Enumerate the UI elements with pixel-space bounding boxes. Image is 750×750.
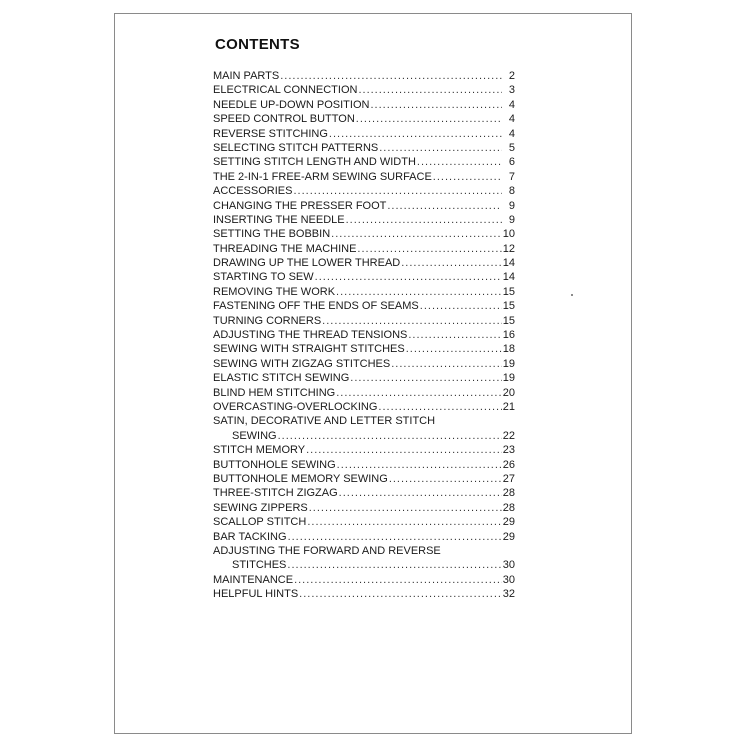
toc-entry[interactable] bbox=[213, 587, 515, 601]
dot-leader bbox=[278, 429, 502, 443]
toc-entry-page: 23 bbox=[502, 444, 515, 457]
dot-leader bbox=[357, 242, 501, 256]
toc-entry-page: 9 bbox=[508, 199, 515, 212]
toc-entry[interactable] bbox=[213, 443, 515, 457]
toc-entry-label: SCALLOP STITCH bbox=[213, 516, 307, 529]
scan-speck bbox=[571, 294, 573, 296]
toc-entry-page: 30 bbox=[502, 573, 515, 586]
toc-entry-page: 10 bbox=[502, 228, 515, 241]
toc-entry-label: REMOVING THE WORK bbox=[213, 285, 336, 298]
toc-entry[interactable] bbox=[213, 371, 515, 385]
dot-leader bbox=[307, 515, 501, 529]
toc-entry-label: SEWING ZIPPERS bbox=[213, 501, 308, 514]
toc-entry[interactable] bbox=[213, 83, 515, 97]
toc-entry-label: FASTENING OFF THE ENDS OF SEAMS bbox=[213, 300, 419, 313]
toc-entry-label: REVERSE STITCHING bbox=[213, 127, 328, 140]
toc-entry-label: ADJUSTING THE FORWARD AND REVERSE bbox=[213, 544, 441, 557]
toc-entry-page: 4 bbox=[508, 113, 515, 126]
dot-leader bbox=[336, 285, 502, 299]
dot-leader bbox=[288, 530, 502, 544]
toc-entry-label: ELASTIC STITCH SEWING bbox=[213, 372, 350, 385]
toc-entry-page: 14 bbox=[502, 257, 515, 270]
toc-entry[interactable] bbox=[213, 299, 515, 313]
toc-entry-label: BAR TACKING bbox=[213, 530, 287, 543]
toc-entry-page: 15 bbox=[502, 285, 515, 298]
toc-entry[interactable] bbox=[213, 285, 515, 299]
dot-leader bbox=[329, 127, 502, 141]
dot-leader bbox=[315, 270, 502, 284]
toc-entry-heading[interactable] bbox=[213, 544, 515, 558]
dot-leader bbox=[306, 443, 502, 457]
toc-entry[interactable] bbox=[213, 314, 515, 328]
dot-leader bbox=[389, 472, 502, 486]
dot-leader bbox=[401, 256, 502, 270]
dot-leader bbox=[356, 112, 502, 126]
toc-entry-page: 20 bbox=[502, 386, 515, 399]
toc-entry[interactable] bbox=[213, 256, 515, 270]
dot-leader bbox=[358, 83, 502, 97]
toc-entry[interactable] bbox=[213, 386, 515, 400]
toc-entry[interactable] bbox=[213, 69, 515, 83]
toc-entry[interactable] bbox=[213, 573, 515, 587]
toc-entry-page: 6 bbox=[508, 156, 515, 169]
toc-entry-label: THE 2-IN-1 FREE-ARM SEWING SURFACE bbox=[213, 170, 432, 183]
dot-leader bbox=[331, 227, 502, 241]
toc-entry-label: SEWING WITH STRAIGHT STITCHES bbox=[213, 343, 405, 356]
toc-entry-page: 27 bbox=[502, 472, 515, 485]
toc-entry-label: MAINTENANCE bbox=[213, 573, 294, 586]
toc-entry[interactable] bbox=[213, 270, 515, 284]
toc-entry[interactable] bbox=[213, 501, 515, 515]
dot-leader bbox=[337, 458, 502, 472]
toc-entry[interactable] bbox=[213, 98, 515, 112]
page-title: CONTENTS bbox=[215, 36, 300, 53]
toc-entry[interactable] bbox=[213, 328, 515, 342]
toc-entry-page: 15 bbox=[502, 300, 515, 313]
toc-entry-label: SETTING STITCH LENGTH AND WIDTH bbox=[213, 156, 416, 169]
toc-entry[interactable] bbox=[213, 127, 515, 141]
dot-leader bbox=[339, 486, 502, 500]
toc-entry[interactable] bbox=[213, 515, 515, 529]
dot-leader bbox=[391, 357, 502, 371]
toc-entry-page: 21 bbox=[502, 400, 515, 413]
toc-entry-page: 12 bbox=[502, 242, 515, 255]
toc-entry-page: 29 bbox=[502, 516, 515, 529]
toc-entry-label: TURNING CORNERS bbox=[213, 314, 322, 327]
toc-entry[interactable] bbox=[213, 486, 515, 500]
toc-entry-label: ACCESSORIES bbox=[213, 185, 293, 198]
toc-entry-page: 26 bbox=[502, 458, 515, 471]
toc-entry-label: THREE-STITCH ZIGZAG bbox=[213, 487, 338, 500]
dot-leader bbox=[379, 141, 502, 155]
toc-entry[interactable] bbox=[213, 141, 515, 155]
toc-entry-page: 7 bbox=[508, 170, 515, 183]
toc-entry-label: HELPFUL HINTS bbox=[213, 588, 299, 601]
toc-entry-page: 5 bbox=[508, 141, 515, 154]
toc-entry-label: MAIN PARTS bbox=[213, 70, 280, 82]
toc-entry[interactable] bbox=[213, 155, 515, 169]
toc-entry-page: 32 bbox=[502, 588, 515, 601]
toc-entry-label: SEWING WITH ZIGZAG STITCHES bbox=[213, 357, 391, 370]
dot-leader bbox=[294, 573, 502, 587]
toc-entry[interactable] bbox=[213, 342, 515, 356]
toc-entry-label: SELECTING STITCH PATTERNS bbox=[213, 141, 379, 154]
toc-entry-label: ADJUSTING THE THREAD TENSIONS bbox=[213, 329, 408, 342]
toc-entry-page: 28 bbox=[502, 501, 515, 514]
toc-entry-page: 22 bbox=[502, 429, 515, 442]
toc-entry[interactable] bbox=[213, 242, 515, 256]
toc-entry-page: 28 bbox=[502, 487, 515, 500]
toc-entry-page: 16 bbox=[502, 329, 515, 342]
dot-leader bbox=[293, 184, 502, 198]
toc-entry[interactable] bbox=[213, 213, 515, 227]
toc-entry-label: OVERCASTING-OVERLOCKING bbox=[213, 400, 378, 413]
toc-entry-label: STITCHES bbox=[232, 559, 287, 572]
toc-entry[interactable] bbox=[213, 170, 515, 184]
toc-entry-page: 19 bbox=[502, 357, 515, 370]
dot-leader bbox=[370, 98, 502, 112]
toc-entry-label: DRAWING UP THE LOWER THREAD bbox=[213, 257, 401, 270]
toc-entry[interactable] bbox=[213, 458, 515, 472]
toc-entry-label: SPEED CONTROL BUTTON bbox=[213, 113, 355, 126]
toc-entry[interactable] bbox=[213, 184, 515, 198]
dot-leader bbox=[280, 69, 502, 83]
table-of-contents bbox=[213, 69, 515, 601]
toc-entry-label: STITCH MEMORY bbox=[213, 444, 306, 457]
toc-entry[interactable] bbox=[213, 558, 515, 572]
toc-entry-page: 30 bbox=[502, 559, 515, 572]
dot-leader bbox=[287, 558, 501, 572]
toc-entry-heading[interactable] bbox=[213, 414, 515, 428]
toc-entry-label: THREADING THE MACHINE bbox=[213, 242, 357, 255]
toc-entry-page: 4 bbox=[508, 127, 515, 140]
dot-leader bbox=[387, 199, 502, 213]
dot-leader bbox=[299, 587, 502, 601]
dot-leader bbox=[322, 314, 502, 328]
toc-entry[interactable] bbox=[213, 357, 515, 371]
dot-leader bbox=[378, 400, 501, 414]
toc-entry-label: BLIND HEM STITCHING bbox=[213, 386, 336, 399]
toc-entry-page: 15 bbox=[502, 314, 515, 327]
dot-leader bbox=[406, 342, 502, 356]
toc-entry-label: STARTING TO SEW bbox=[213, 271, 314, 284]
dot-leader bbox=[417, 155, 502, 169]
toc-entry[interactable] bbox=[213, 400, 515, 414]
toc-entry-label: ELECTRICAL CONNECTION bbox=[213, 84, 358, 97]
toc-entry-label: SETTING THE BOBBIN bbox=[213, 228, 331, 241]
toc-entry[interactable] bbox=[213, 472, 515, 486]
toc-entry-page: 29 bbox=[502, 530, 515, 543]
toc-entry-label: CHANGING THE PRESSER FOOT bbox=[213, 199, 387, 212]
toc-entry-page: 19 bbox=[502, 372, 515, 385]
toc-entry-page: 4 bbox=[508, 98, 515, 111]
toc-entry[interactable] bbox=[213, 227, 515, 241]
dot-leader bbox=[336, 386, 502, 400]
toc-entry[interactable] bbox=[213, 112, 515, 126]
toc-entry-label: INSERTING THE NEEDLE bbox=[213, 213, 345, 226]
toc-entry-page: 3 bbox=[508, 84, 515, 97]
dot-leader bbox=[433, 170, 502, 184]
toc-entry-page: 14 bbox=[502, 271, 515, 284]
toc-entry-label: SEWING bbox=[232, 429, 277, 442]
toc-entry-label: SATIN, DECORATIVE AND LETTER STITCH bbox=[213, 415, 436, 428]
toc-entry-label: NEEDLE UP-DOWN POSITION bbox=[213, 98, 370, 111]
toc-entry-page: 18 bbox=[502, 343, 515, 356]
dot-leader bbox=[309, 501, 502, 515]
toc-entry[interactable] bbox=[213, 199, 515, 213]
toc-entry[interactable] bbox=[213, 429, 515, 443]
toc-entry-page: 2 bbox=[508, 70, 515, 82]
toc-entry-label: BUTTONHOLE MEMORY SEWING bbox=[213, 472, 388, 485]
toc-entry[interactable] bbox=[213, 530, 515, 544]
dot-leader bbox=[408, 328, 501, 342]
dot-leader bbox=[420, 299, 502, 313]
toc-entry-label: BUTTONHOLE SEWING bbox=[213, 458, 336, 471]
dot-leader bbox=[350, 371, 501, 385]
toc-entry-page: 9 bbox=[508, 213, 515, 226]
dot-leader bbox=[346, 213, 502, 227]
toc-entry-page: 8 bbox=[508, 185, 515, 198]
